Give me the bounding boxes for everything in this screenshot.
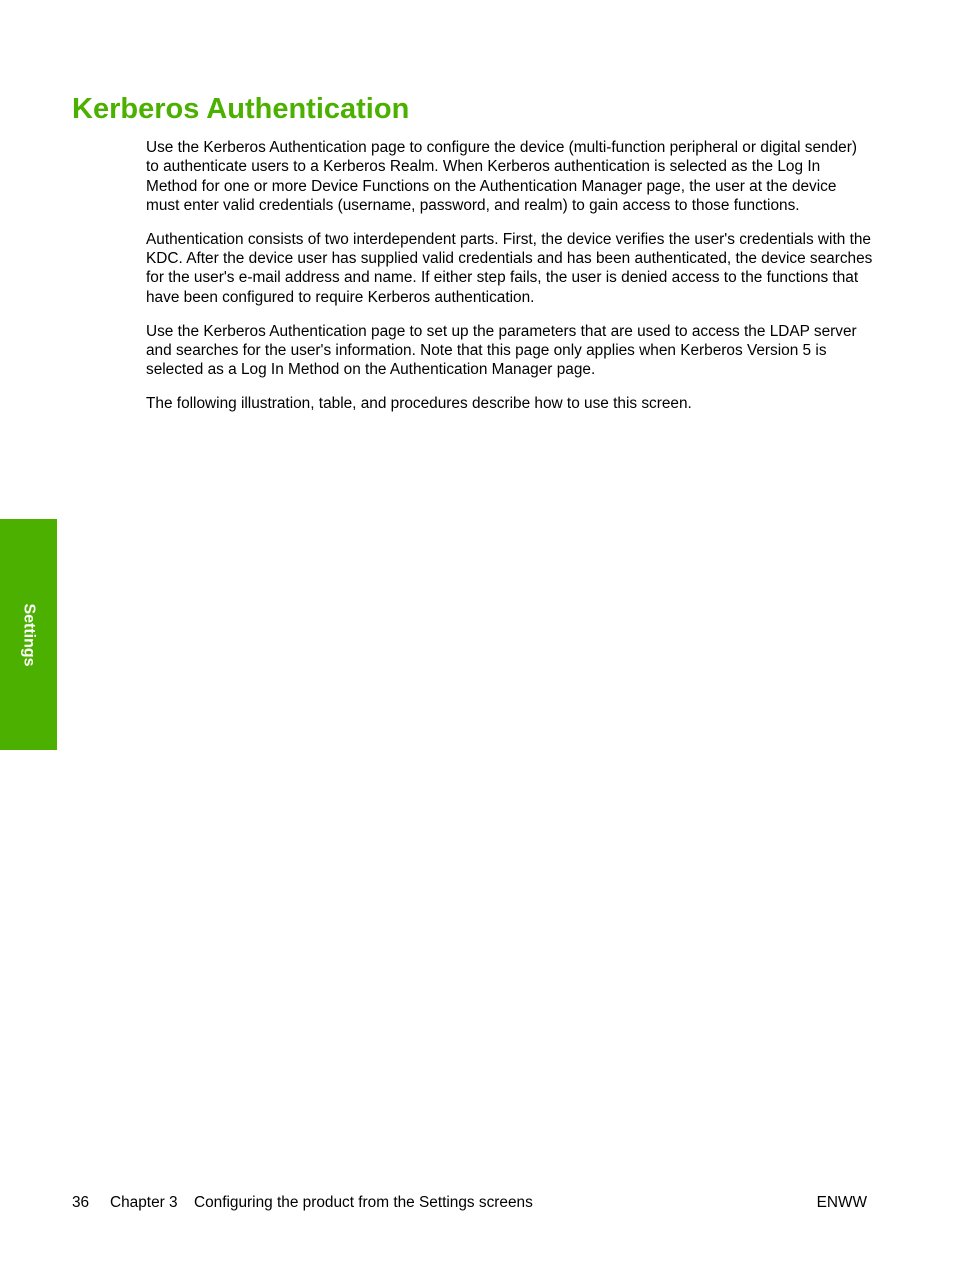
page-title: Kerberos Authentication [72,93,410,125]
settings-side-tab [0,519,57,750]
footer-section-title: Configuring the product from the Settings screens [194,1194,533,1211]
footer-page-number: 36 [72,1194,90,1211]
paragraph-authentication-parts: Authentication consists of two interdependent parts. First, the device verifies the user's credentials with the KDC. After the device user has supplied valid credentials and has been authenticated, the device searches for the user's e-mail address and name. If either step fails, the user is denied access to the functions that have been configured to require Kerberos authentication. [146,230,873,306]
footer-chapter: Chapter 3 [110,1194,178,1211]
paragraph-intro: Use the Kerberos Authentication page to configure the device (multi-function peripheral or digital sender) to authenticate users to a Kerberos Realm. When Kerberos authentication is selected as the Log In Method for one or more Device Functions on the Authentication Manager page, the user at the device must enter valid credentials (username, password, and realm) to gain access to those functions. [146,139,857,214]
paragraph-illustration-note: The following illustration, table, and procedures describe how to use this screen. [146,395,692,413]
body-text [146,138,874,428]
settings-side-tab-label: Settings [20,602,38,667]
paragraph-ldap-parameters: Use the Kerberos Authentication page to set up the parameters that are used to access the LDAP server and searches for the user's information. Note that this page only applies when Kerberos Version 5 is selected as a Log In Method on the Authentication Manager page. [146,322,857,379]
footer-locale-code: ENWW [816,1194,867,1211]
